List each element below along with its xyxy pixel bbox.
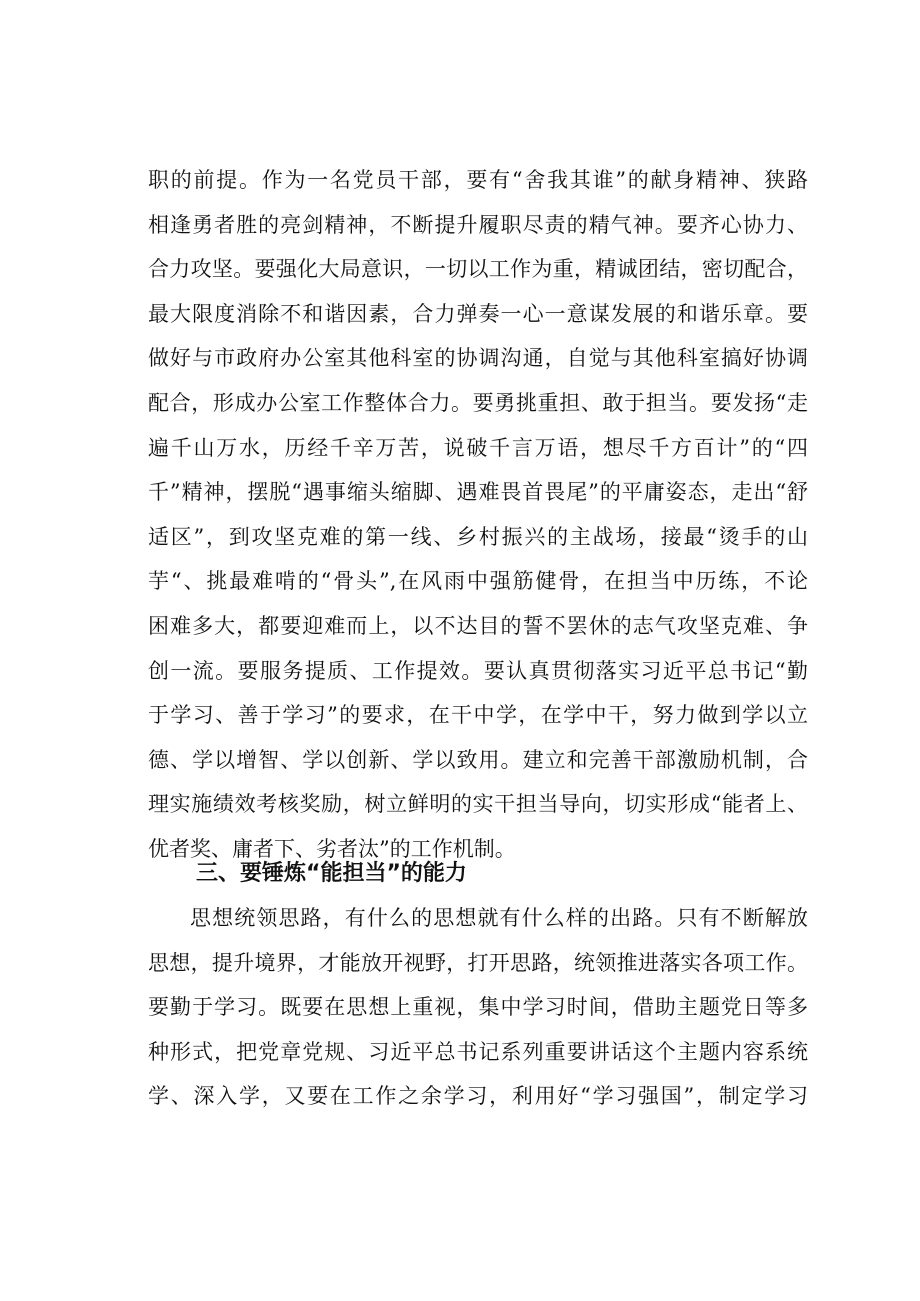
text-line: 职的前提。作为一名党员干部，要有“舍我其谁”的献身精神、狭路 [148, 168, 808, 192]
text-line: 合力攻坚。要强化大局意识，一切以工作为重，精诚团结，密切配合， [148, 257, 808, 282]
text-line: 于学习、善于学习”的要求，在干中学，在学中干，努力做到学以立 [148, 703, 808, 728]
text-line: 德、学以增智、学以创新、学以致用。建立和完善干部激励机制，合 [148, 747, 808, 772]
text-line: 适区”，到攻坚克难的第一线、乡村振兴的主战场，接最“烫手的山 [148, 524, 808, 549]
text-line: 相逢勇者胜的亮剑精神，不断提升履职尽责的精气神。要齐心协力、 [148, 212, 808, 237]
text-line: 创一流。要服务提质、工作提效。要认真贯彻落实习近平总书记“勤 [148, 658, 808, 683]
text-line: 要勤于学习。既要在思想上重视，集中学习时间，借助主题党日等多 [148, 995, 808, 1020]
text-line: 种形式，把党章党规、习近平总书记系列重要讲话这个主题内容系统 [148, 1039, 808, 1064]
text-line: 最大限度消除不和谐因素，合力弹奏一心一意谋发展的和谐乐章。要 [148, 301, 808, 326]
text-line: 理实施绩效考核奖励，树立鲜明的实干担当导向，切实形成“能者上、 [148, 792, 808, 817]
section-heading: 三、要锤炼“能担当”的能力 [196, 861, 467, 886]
text-line: 配合，形成办公室工作整体合力。要勇挑重担、敢于担当。要发扬“走 [148, 390, 808, 415]
text-line: 芋“、挑最难啃的“骨头”,在风雨中强筋健骨，在担当中历练，不论 [148, 569, 808, 594]
body-paragraph-2 [148, 896, 808, 1119]
text-line: 做好与市政府办公室其他科室的协调沟通，自觉与其他科室搞好协调 [148, 346, 808, 371]
text-line: 优者奖、庸者下、劣者汰”的工作机制。 [148, 836, 516, 861]
text-line: 困难多大，都要迎难而上，以不达目的誓不罢休的志气攻坚克难、争 [148, 613, 808, 638]
text-line: 千”精神，摆脱“遇事缩头缩脚、遇难畏首畏尾”的平庸姿态，走出“舒 [148, 480, 808, 505]
text-line: 学、深入学，又要在工作之余学习，利用好“学习强国”，制定学习 [148, 1084, 808, 1109]
text-line: 遍千山万水，历经千辛万苦，说破千言万语，想尽千方百计”的“四 [148, 435, 808, 460]
text-line: 思想，提升境界，才能放开视野，打开思路，统领推进落实各项工作。 [148, 950, 808, 975]
body-paragraph-1 [148, 158, 808, 872]
text-line: 思想统领思路，有什么的思想就有什么样的出路。只有不断解放 [190, 906, 808, 930]
